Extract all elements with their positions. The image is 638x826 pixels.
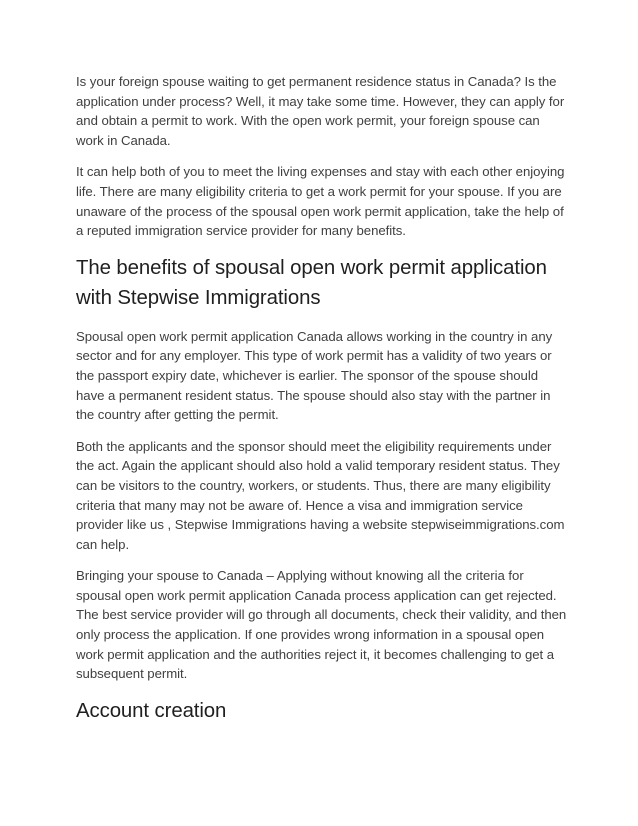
document-body bbox=[76, 72, 568, 740]
intro-paragraph-2: It can help both of you to meet the living expenses and stay with each other enjoying life. There are many eligibility criteria to get a work permit for your spouse. If you are unaware of the process of the spousal open work permit application, take the help of a reputed immigration service provider for many benefits. bbox=[76, 164, 565, 239]
benefits-paragraph-3: Bringing your spouse to Canada – Applying without knowing all the criteria for spousal open work permit application Canada process application can get rejected. The best service provider will go through all documents, check their validity, and then only process the application. If one provides wrong information in a spousal open work permit application and the authorities reject it, it becomes challenging to get a subsequent permit. bbox=[76, 568, 567, 682]
benefits-paragraph-2: Both the applicants and the sponsor should meet the eligibility requirements under the act. Again the applicant should also hold a valid temporary resident status. They can be visitors to the country, workers, or students. Thus, there are many eligibility criteria that many may not be aware of. Hence a visa and immigration service provider like us , Stepwise Immigrations having a website stepwiseimmigrations.com can help. bbox=[76, 438, 565, 552]
account-creation-heading: Account creation bbox=[76, 699, 227, 722]
intro-paragraph-1: Is your foreign spouse waiting to get permanent residence status in Canada? Is the application under process? Well, it may take some time. However, they can apply for and obtain a permit to work. With the open work permit, your foreign spouse can work in Canada. bbox=[76, 74, 565, 148]
benefits-paragraph-1: Spousal open work permit application Canada allows working in the country in any sector and for any employer. This type of work permit has a validity of two years or the passport expiry date, whichever is earlier. The sponsor of the spouse should have a permanent resident status. The spouse should also stay with the partner in the country after getting the permit. bbox=[76, 328, 553, 423]
benefits-heading: The benefits of spousal open work permit application with Stepwise Immigrations bbox=[76, 256, 547, 309]
